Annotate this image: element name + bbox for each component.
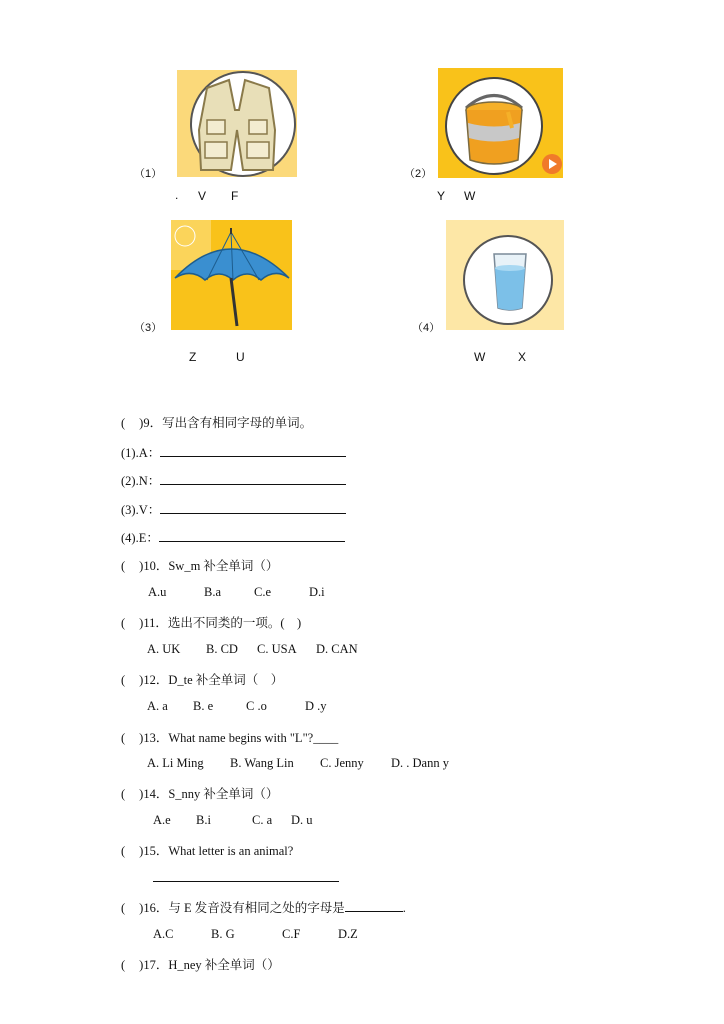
picture-3-letter-a: Z — [189, 350, 197, 364]
question-14 — [121, 784, 278, 802]
picture-3-number: （3） — [134, 322, 163, 334]
q10-option-d[interactable]: D.i — [309, 585, 325, 599]
q13-option-b[interactable]: B. Wang Lin — [230, 756, 294, 770]
picture-2-number: （2） — [404, 168, 433, 180]
question-15 — [121, 841, 293, 859]
picture-3-letter-b: U — [236, 350, 245, 364]
answer-bracket[interactable]: ( — [121, 559, 126, 573]
picture-4-letter-b: X — [518, 350, 527, 364]
glass-picture — [446, 220, 564, 330]
question-text: )15．What letter is an animal? — [139, 844, 294, 858]
q14-option-a[interactable]: A.e — [153, 813, 171, 827]
question-text: )17．H_ney 补全单词（） — [139, 958, 280, 972]
q16-option-b[interactable]: B. G — [211, 927, 235, 941]
q13-option-a[interactable]: A. Li Ming — [147, 756, 204, 770]
question-10 — [121, 556, 278, 574]
q16-option-a[interactable]: A.C — [153, 927, 174, 941]
question-17 — [121, 955, 280, 973]
answer-bracket[interactable]: ( — [121, 901, 126, 915]
picture-4-number: （4） — [412, 322, 441, 334]
answer-bracket[interactable]: ( — [121, 416, 126, 430]
q10-option-b[interactable]: B.a — [204, 585, 222, 599]
answer-bracket[interactable]: ( — [121, 844, 126, 858]
question-12 — [121, 670, 283, 688]
answer-bracket[interactable]: ( — [121, 731, 126, 745]
answer-blank[interactable] — [345, 899, 403, 912]
picture-1-prefix: . — [175, 188, 179, 202]
question-13 — [121, 728, 338, 746]
picture-4-letter-a: W — [474, 350, 486, 364]
q9-item-1: (1).A： — [121, 443, 346, 461]
answer-bracket[interactable]: ( — [121, 673, 126, 687]
question-text: )12．D_te 补全单词（ ） — [139, 673, 284, 687]
question-11 — [121, 613, 301, 631]
q16-option-d[interactable]: D.Z — [338, 927, 358, 941]
q14-option-c[interactable]: C. a — [252, 813, 273, 827]
question-text: )11．选出不同类的一项。( ) — [139, 616, 302, 630]
answer-bracket[interactable]: ( — [121, 958, 126, 972]
umbrella-picture — [171, 220, 292, 330]
q11-option-a[interactable]: A. UK — [147, 642, 181, 656]
q14-option-d[interactable]: D. u — [291, 813, 313, 827]
q12-option-b[interactable]: B. e — [193, 699, 214, 713]
vest-icon — [177, 70, 297, 177]
picture-1-letter-b: F — [231, 189, 239, 203]
paint-bucket-icon — [438, 68, 563, 178]
glass-of-water-icon — [446, 220, 564, 330]
q10-option-c[interactable]: C.e — [254, 585, 272, 599]
q15-answer-blank[interactable] — [153, 869, 339, 882]
q16-option-c[interactable]: C.F — [282, 927, 301, 941]
q11-option-b[interactable]: B. CD — [206, 642, 238, 656]
answer-bracket[interactable]: ( — [121, 616, 126, 630]
answer-blank[interactable] — [160, 472, 346, 485]
answer-blank[interactable] — [160, 501, 346, 514]
q12-option-d[interactable]: D .y — [305, 699, 327, 713]
picture-2-letter-b: W — [464, 189, 476, 203]
q12-option-c[interactable]: C .o — [246, 699, 267, 713]
paint-bucket-picture — [438, 68, 563, 178]
q12-option-a[interactable]: A. a — [147, 699, 168, 713]
answer-blank[interactable] — [160, 444, 346, 457]
vest-picture — [177, 70, 297, 177]
question-text: )16．与 E 发音没有相同之处的字母是 — [139, 901, 345, 915]
q11-option-c[interactable]: C. USA — [257, 642, 297, 656]
q9-item-4: (4).E： — [121, 528, 345, 546]
picture-2-letter-a: Y — [437, 189, 446, 203]
umbrella-icon — [171, 220, 292, 330]
answer-blank[interactable] — [159, 529, 345, 542]
question-text: )14．S_nny 补全单词（） — [139, 787, 279, 801]
question-text: )9．写出含有相同字母的单词。 — [139, 416, 313, 430]
q9-item-2: (2).N： — [121, 471, 346, 489]
answer-bracket[interactable]: ( — [121, 787, 126, 801]
picture-1-number: （1） — [134, 168, 163, 180]
q10-option-a[interactable]: A.u — [148, 585, 167, 599]
q13-option-d[interactable]: D. . Dann y — [391, 756, 449, 770]
question-9 — [121, 413, 312, 431]
q13-option-c[interactable]: C. Jenny — [320, 756, 364, 770]
q9-item-3: (3).V： — [121, 500, 346, 518]
picture-1-letter-a: V — [198, 189, 207, 203]
question-text: )10．Sw_m 补全单词（） — [139, 559, 279, 573]
q11-option-d[interactable]: D. CAN — [316, 642, 358, 656]
question-text: )13．What name begins with "L"?____ — [139, 731, 339, 745]
q14-option-b[interactable]: B.i — [196, 813, 211, 827]
question-16: ( )16．与 E 发音没有相同之处的字母是 . — [121, 901, 406, 915]
